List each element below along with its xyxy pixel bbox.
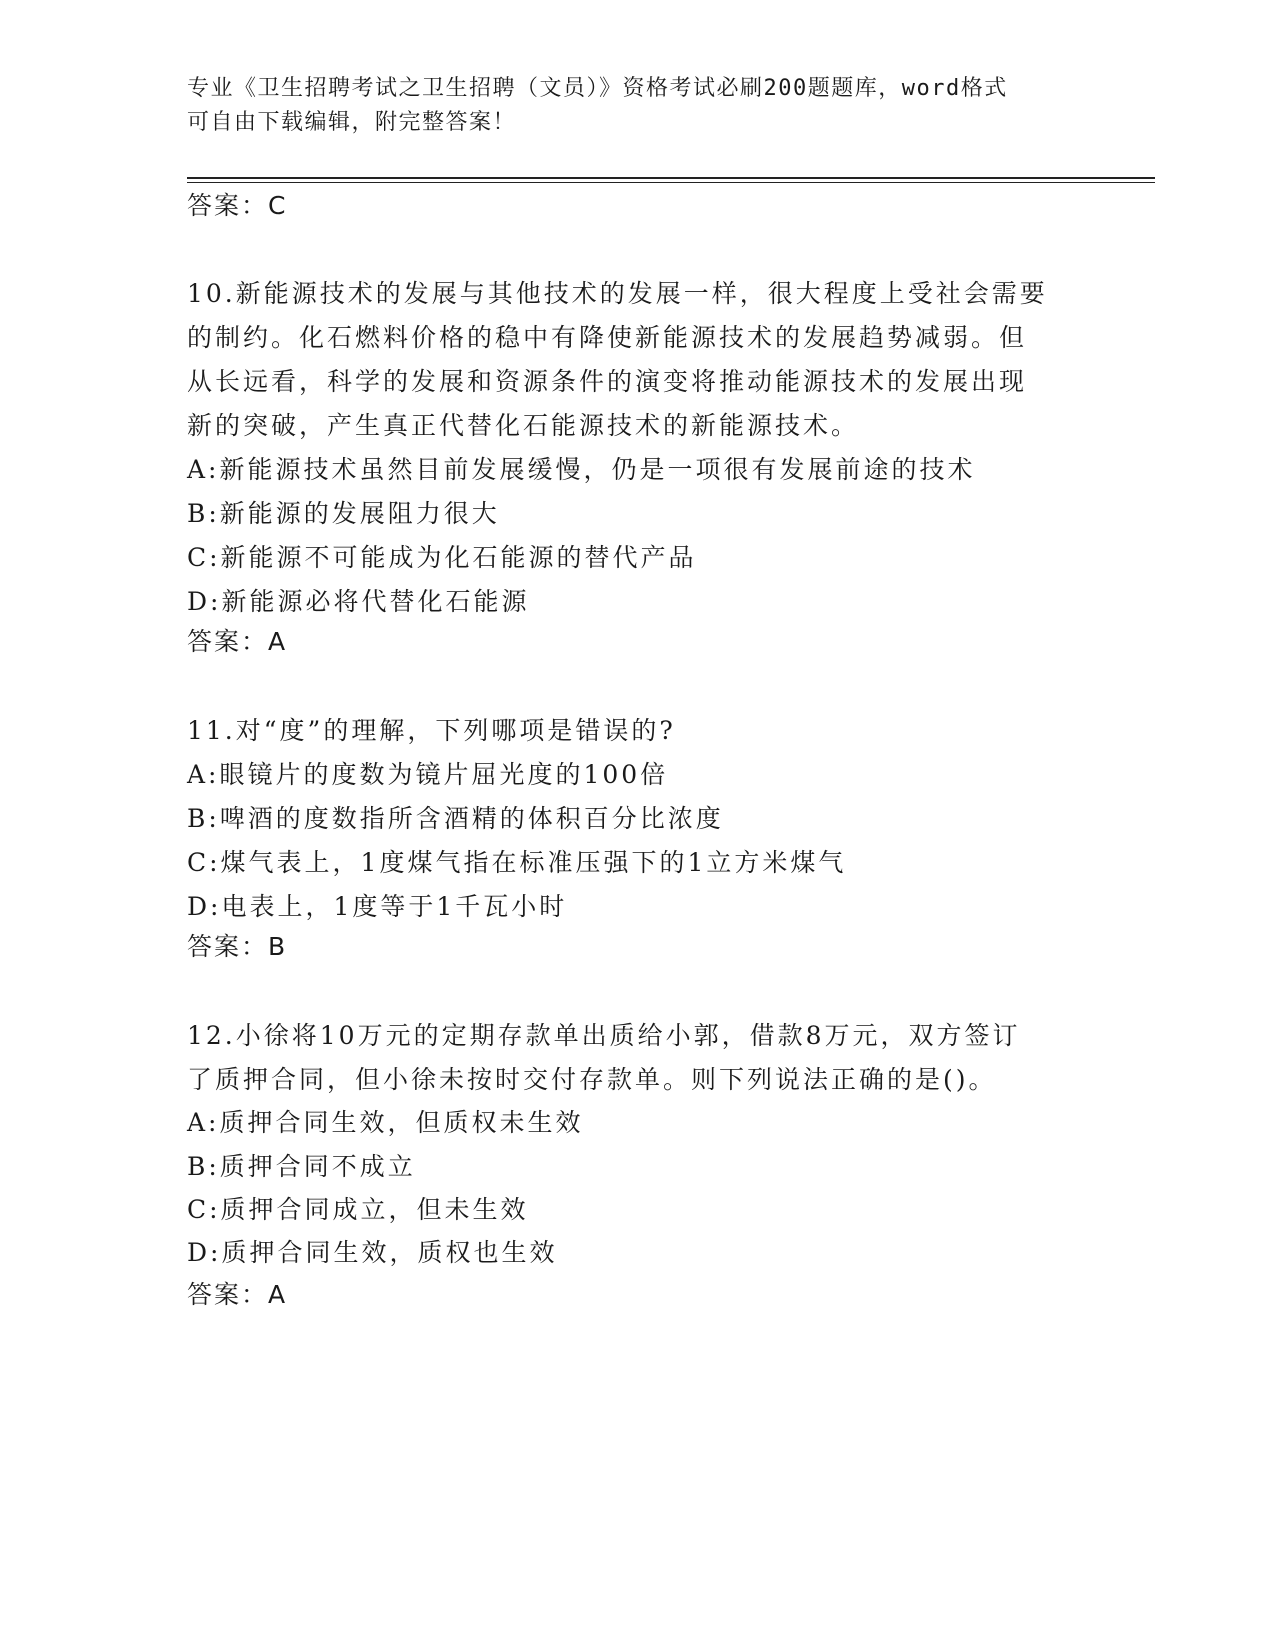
question-stem-line: 10.新能源技术的发展与其他技术的发展一样，很大程度上受社会需要 bbox=[187, 279, 1048, 308]
option-b: B:啤酒的度数指所含酒精的体积百分比浓度 bbox=[187, 804, 724, 833]
question-stem-line: 从长远看，科学的发展和资源条件的演变将推动能源技术的发展出现 bbox=[187, 367, 1028, 396]
option-c: C:质押合同成立，但未生效 bbox=[187, 1195, 529, 1224]
question-stem-line: 了质押合同，但小徐未按时交付存款单。则下列说法正确的是()。 bbox=[187, 1065, 997, 1094]
option-a: A:新能源技术虽然目前发展缓慢，仍是一项很有发展前途的技术 bbox=[187, 455, 976, 484]
option-a: A:眼镜片的度数为镜片屈光度的100倍 bbox=[187, 760, 669, 789]
option-c: C:新能源不可能成为化石能源的替代产品 bbox=[187, 543, 697, 572]
question-stem-line: 12.小徐将10万元的定期存款单出质给小郭，借款8万元，双方签订 bbox=[187, 1021, 1021, 1050]
header-line-2: 可自由下载编辑，附完整答案！ bbox=[187, 110, 517, 135]
option-d: D:质押合同生效，质权也生效 bbox=[187, 1238, 558, 1267]
option-c: C:煤气表上，1度煤气指在标准压强下的1立方米煤气 bbox=[187, 848, 847, 877]
answer: 答案：A bbox=[187, 627, 288, 656]
header-rule-thick bbox=[187, 177, 1155, 179]
question-stem-line: 11.对“度”的理解，下列哪项是错误的? bbox=[187, 716, 676, 745]
option-b: B:质押合同不成立 bbox=[187, 1152, 416, 1181]
question-stem-line: 新的突破，产生真正代替化石能源技术的新能源技术。 bbox=[187, 411, 860, 440]
option-b: B:新能源的发展阻力很大 bbox=[187, 499, 500, 528]
header-line-1: 专业《卫生招聘考试之卫生招聘（文员）》资格考试必刷200题题库，word格式 bbox=[187, 76, 1008, 101]
document-header bbox=[187, 72, 1067, 140]
header-rule-thin bbox=[187, 182, 1155, 183]
question-stem-line: 的制约。化石燃料价格的稳中有降使新能源技术的发展趋势减弱。但 bbox=[187, 323, 1028, 352]
answer-previous: 答案：C bbox=[187, 191, 288, 220]
option-d: D:电表上，1度等于1千瓦小时 bbox=[187, 892, 568, 921]
answer: 答案：B bbox=[187, 932, 288, 961]
answer: 答案：A bbox=[187, 1280, 288, 1309]
option-d: D:新能源必将代替化石能源 bbox=[187, 587, 530, 616]
option-a: A:质押合同生效，但质权未生效 bbox=[187, 1108, 584, 1137]
